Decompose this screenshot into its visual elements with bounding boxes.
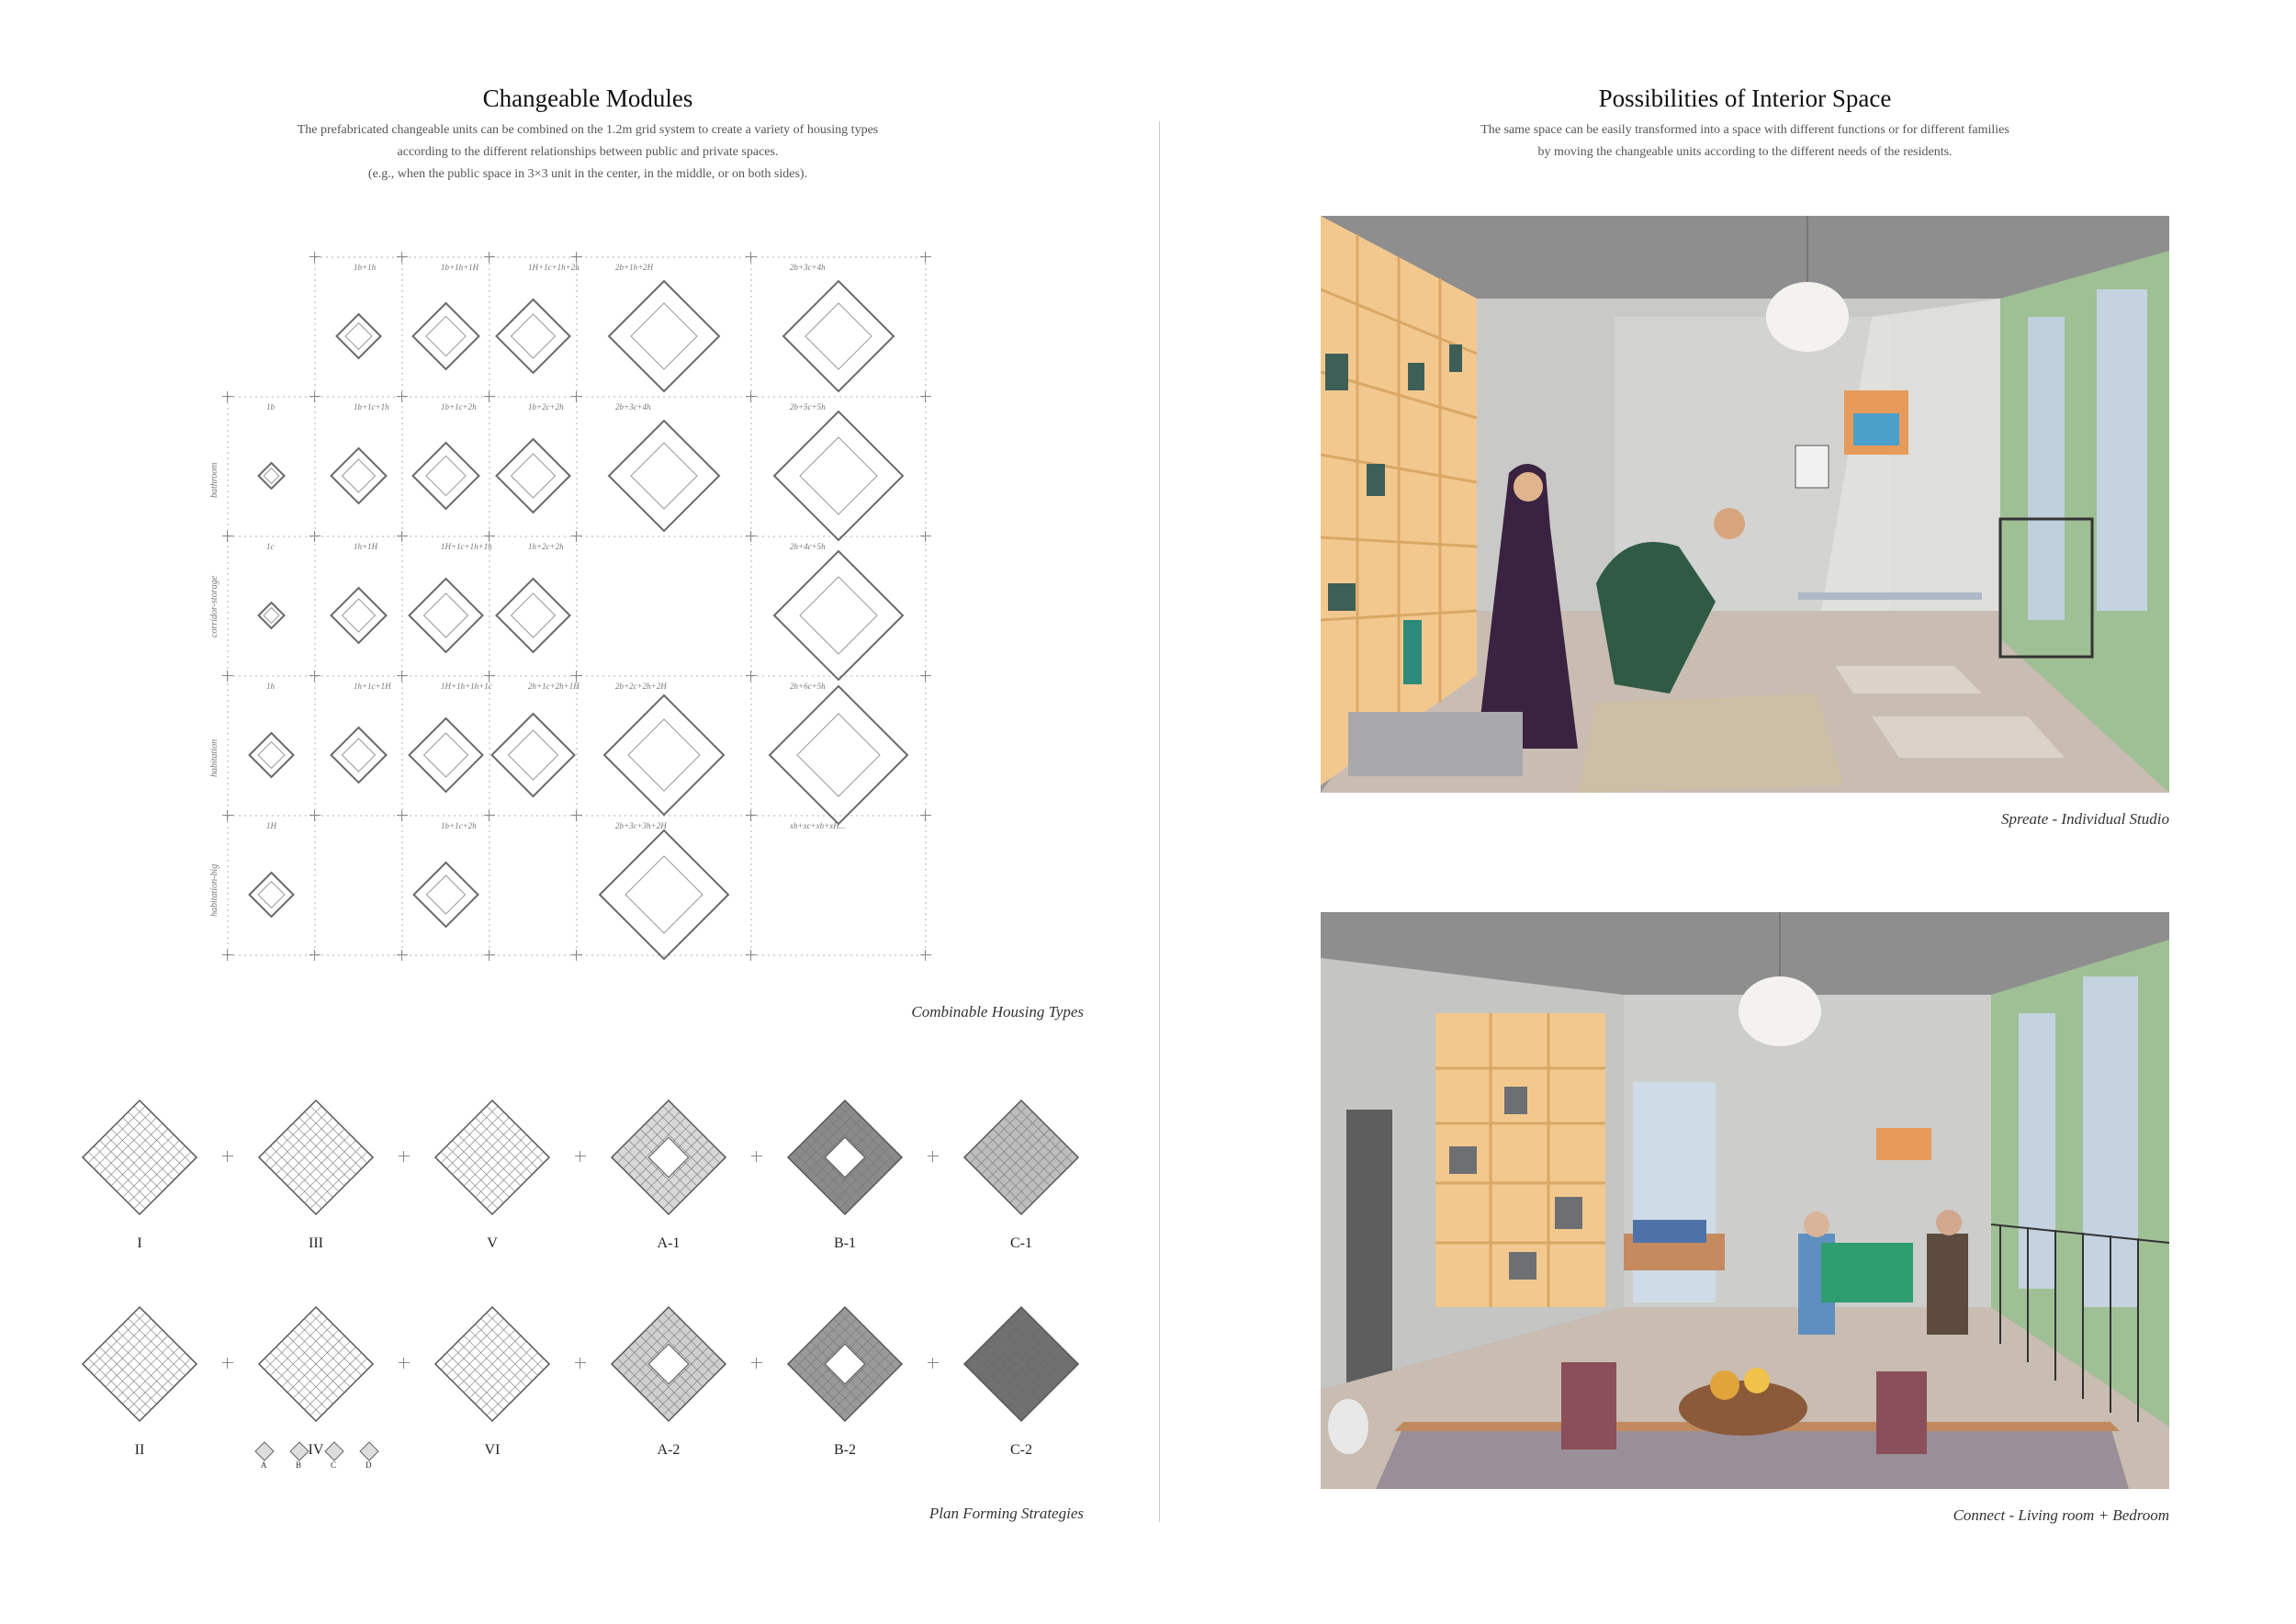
- cell-label: 1h+2c+2h: [528, 542, 564, 551]
- living-illustration: [1321, 912, 2169, 1489]
- plan-diagram: [259, 463, 285, 489]
- strategy-label: B-2: [834, 1442, 856, 1458]
- cell-label: 1b+1h+1H: [441, 263, 479, 272]
- strategy-label: II: [134, 1442, 145, 1458]
- grid-crosshair: [920, 810, 931, 821]
- grid-crosshair: [484, 950, 495, 961]
- cell-label: 1h+1H: [354, 542, 378, 551]
- grid-crosshair: [310, 391, 321, 402]
- grid-crosshair: [397, 950, 408, 961]
- strategy-diagram: [788, 1100, 902, 1214]
- cat: [1328, 1399, 1368, 1454]
- plan-diagram: [250, 873, 294, 917]
- grid-crosshair: [484, 391, 495, 402]
- strategy-label: A-2: [657, 1442, 681, 1458]
- grid-crosshair: [310, 252, 321, 263]
- cell-label: 1H+1c+1h+1h: [441, 542, 492, 551]
- grid-crosshair: [920, 950, 931, 961]
- cell-label: 2b+1h+2H: [615, 263, 654, 272]
- plus-marker: [222, 1358, 233, 1369]
- cell-label: 2b+3c+4h: [615, 402, 651, 412]
- cell-label: 2h+1c+2h+1H: [528, 682, 580, 691]
- cell-label: 2h+4c+5h: [790, 542, 826, 551]
- grid-crosshair: [310, 671, 321, 682]
- plan-diagram: [332, 448, 387, 503]
- module-sample: [360, 1442, 378, 1460]
- grid-crosshair: [920, 391, 931, 402]
- module-sample: [255, 1442, 274, 1460]
- cell-label: 1H+1h+1h+1c: [441, 682, 492, 691]
- strategy-diagram: [83, 1307, 197, 1421]
- strategy-diagram: [435, 1307, 549, 1421]
- right-desc-line-1: The same space can be easily transformed into a space with different functions or for different families: [1480, 123, 2009, 137]
- grid-crosshair: [571, 531, 582, 542]
- plan-diagram: [410, 579, 483, 652]
- cell-label: 1b: [266, 402, 275, 412]
- grid-crosshair: [571, 391, 582, 402]
- cell-label: 2b+3c+4h: [790, 263, 826, 272]
- center-divider: [1159, 121, 1160, 1522]
- plan-diagram: [410, 718, 483, 792]
- module-sample-label: A: [261, 1460, 267, 1470]
- grid-crosshair: [484, 531, 495, 542]
- grid-crosshair: [222, 810, 233, 821]
- stool-stack: [1876, 1371, 1927, 1454]
- grid-crosshair: [746, 391, 757, 402]
- grid-crosshair: [746, 252, 757, 263]
- grid-crosshair: [397, 531, 408, 542]
- pendant-lamp: [1739, 976, 1821, 1046]
- plan-diagram: [492, 714, 575, 796]
- grid-crosshair: [397, 391, 408, 402]
- plan-diagram: [497, 299, 570, 373]
- plan-diagram: [414, 863, 478, 927]
- grid-crosshair: [571, 950, 582, 961]
- plan-diagram: [250, 733, 294, 777]
- grid-crosshair: [746, 950, 757, 961]
- plan-diagram: [604, 695, 724, 815]
- cell-label: 1h+1c+1H: [354, 682, 391, 691]
- plus-marker: [751, 1151, 762, 1162]
- cell-label: 1b+2c+2h: [528, 402, 564, 412]
- plus-marker: [751, 1358, 762, 1369]
- glass-table: [1798, 592, 1982, 600]
- grid-crosshair: [222, 950, 233, 961]
- plan-diagram: [497, 439, 570, 513]
- plan-strategies-caption: Plan Forming Strategies: [929, 1505, 1084, 1522]
- right-description: [1332, 119, 2158, 164]
- strategy-diagram: [83, 1100, 197, 1214]
- strategy-label: C-2: [1010, 1442, 1032, 1458]
- cell-label: 2h+6c+5h: [790, 682, 826, 691]
- left-desc-line-3: (e.g., when the public space in 3×3 unit in the center, in the middle, or on both sides).: [367, 167, 808, 181]
- grid-crosshair: [746, 531, 757, 542]
- cell-label: 2b+5c+5h: [790, 402, 826, 412]
- right-title: Possibilities of Interior Space: [1598, 85, 1892, 112]
- plan-diagram: [413, 443, 479, 509]
- strategy-label: V: [487, 1235, 498, 1251]
- grid-crosshair: [920, 531, 931, 542]
- grid-crosshair: [920, 671, 931, 682]
- cell-label: 1b+1c+1h: [354, 402, 389, 412]
- cell-label: 1h: [266, 682, 275, 691]
- strategy-diagrams: [0, 1056, 1157, 1516]
- plan-diagram: [332, 727, 387, 783]
- plan-diagram: [783, 281, 894, 391]
- plus-marker: [928, 1358, 939, 1369]
- cell-label: 1b+1c+2h: [441, 402, 477, 412]
- strategy-label: IV: [308, 1442, 324, 1458]
- module-sample-label: D: [366, 1460, 372, 1470]
- grid-crosshair: [397, 252, 408, 263]
- row-label: bathroom: [209, 462, 219, 498]
- cell-label: 1b+1h: [354, 263, 377, 272]
- plus-marker: [399, 1358, 410, 1369]
- side-table: [1348, 712, 1523, 776]
- plan-diagram: [609, 421, 719, 531]
- grid-crosshair: [571, 252, 582, 263]
- grid-crosshair: [746, 810, 757, 821]
- stool-stack: [1561, 1362, 1616, 1449]
- strategy-label: VI: [484, 1442, 501, 1458]
- grid-crosshair: [397, 810, 408, 821]
- painting: [1876, 1128, 1931, 1160]
- plan-diagram: [600, 830, 728, 959]
- strategy-label: C-1: [1010, 1235, 1032, 1251]
- grid-crosshair: [310, 810, 321, 821]
- strategy-diagram: [964, 1100, 1078, 1214]
- row-label: corridor-storage: [209, 575, 219, 637]
- grid-crosshair: [484, 810, 495, 821]
- strategy-diagram: [435, 1100, 549, 1214]
- grid-crosshair: [397, 671, 408, 682]
- reading-man: [1927, 1234, 1968, 1335]
- plan-diagram: [337, 314, 381, 358]
- scene1-caption: Spreate - Individual Studio: [2000, 810, 2169, 828]
- combinable-housing-grid: [0, 0, 1157, 1010]
- plus-marker: [399, 1151, 410, 1162]
- plan-forming-strategies: [0, 1056, 1157, 1516]
- plan-diagram: [774, 551, 903, 680]
- studio-illustration: [1321, 216, 2169, 793]
- strategy-diagram: [788, 1307, 902, 1421]
- plan-diagram: [770, 686, 907, 824]
- left-desc-line-2: according to the different relationships between public and private spaces.: [397, 145, 779, 159]
- cell-label: 1H+1c+1h+2h: [528, 263, 580, 272]
- interior-scene-studio: [1321, 216, 2169, 793]
- grid-crosshair: [571, 810, 582, 821]
- row-label: habitation: [209, 739, 219, 777]
- module-sample-label: C: [331, 1460, 337, 1470]
- row-label: habitation-big: [209, 863, 219, 917]
- plan-diagram: [609, 281, 719, 391]
- grid-crosshair: [222, 391, 233, 402]
- grid-crosshair: [222, 531, 233, 542]
- cell-label: 2b+3c+3h+2H: [615, 821, 667, 830]
- plus-marker: [575, 1358, 586, 1369]
- rug: [1376, 1427, 2129, 1489]
- strategy-diagram: [259, 1100, 373, 1214]
- plan-diagram: [413, 303, 479, 369]
- rug: [1578, 694, 1844, 793]
- strategy-diagram: [612, 1307, 726, 1421]
- green-cabinet: [1821, 1243, 1913, 1303]
- doorway: [1346, 1110, 1392, 1385]
- right-desc-line-2: by moving the changeable units according to the different needs of the residents.: [1537, 145, 1953, 159]
- grid-crosshair: [484, 252, 495, 263]
- grid-crosshair: [222, 671, 233, 682]
- cell-label: 1b+1c+2h: [441, 821, 477, 830]
- plan-diagram: [259, 603, 285, 628]
- grid-crosshair: [310, 950, 321, 961]
- plus-marker: [575, 1151, 586, 1162]
- grid-crosshair: [571, 671, 582, 682]
- plus-marker: [928, 1151, 939, 1162]
- cell-label: 1c: [266, 542, 275, 551]
- grid-crosshair: [746, 671, 757, 682]
- grid-crosshair: [920, 252, 931, 263]
- cell-label: 1H: [266, 821, 276, 830]
- plan-diagram: [774, 412, 903, 540]
- strategy-diagram: [612, 1100, 726, 1214]
- pendant-lamp: [1766, 282, 1849, 352]
- strategy-label: I: [137, 1235, 142, 1251]
- plus-marker: [222, 1151, 233, 1162]
- left-desc-line-1: The prefabricated changeable units can be combined on the 1.2m grid system to create a variety of housing types: [297, 123, 879, 137]
- plan-diagram: [497, 579, 570, 652]
- cell-label: xb+xc+xh+xH...: [790, 821, 846, 830]
- module-sample-label: B: [296, 1460, 302, 1470]
- left-title: Changeable Modules: [482, 85, 693, 112]
- strategy-diagram: [259, 1307, 373, 1421]
- cell-label: 2b+2c+2h+2H: [615, 682, 667, 691]
- strategy-label: III: [309, 1235, 323, 1251]
- strategy-label: A-1: [657, 1235, 681, 1251]
- grid-crosshair: [484, 671, 495, 682]
- housing-types-caption: Combinable Housing Types: [911, 1003, 1084, 1021]
- fruit-bowl: [1679, 1381, 1807, 1436]
- interior-scene-living: [1321, 912, 2169, 1489]
- plan-diagram: [332, 588, 387, 643]
- strategy-diagram: [964, 1307, 1078, 1421]
- grid-crosshair: [310, 531, 321, 542]
- grid-lines: [0, 0, 1157, 1010]
- strategy-label: B-1: [834, 1235, 856, 1251]
- scene2-caption: Connect - Living room + Bedroom: [1953, 1506, 2169, 1524]
